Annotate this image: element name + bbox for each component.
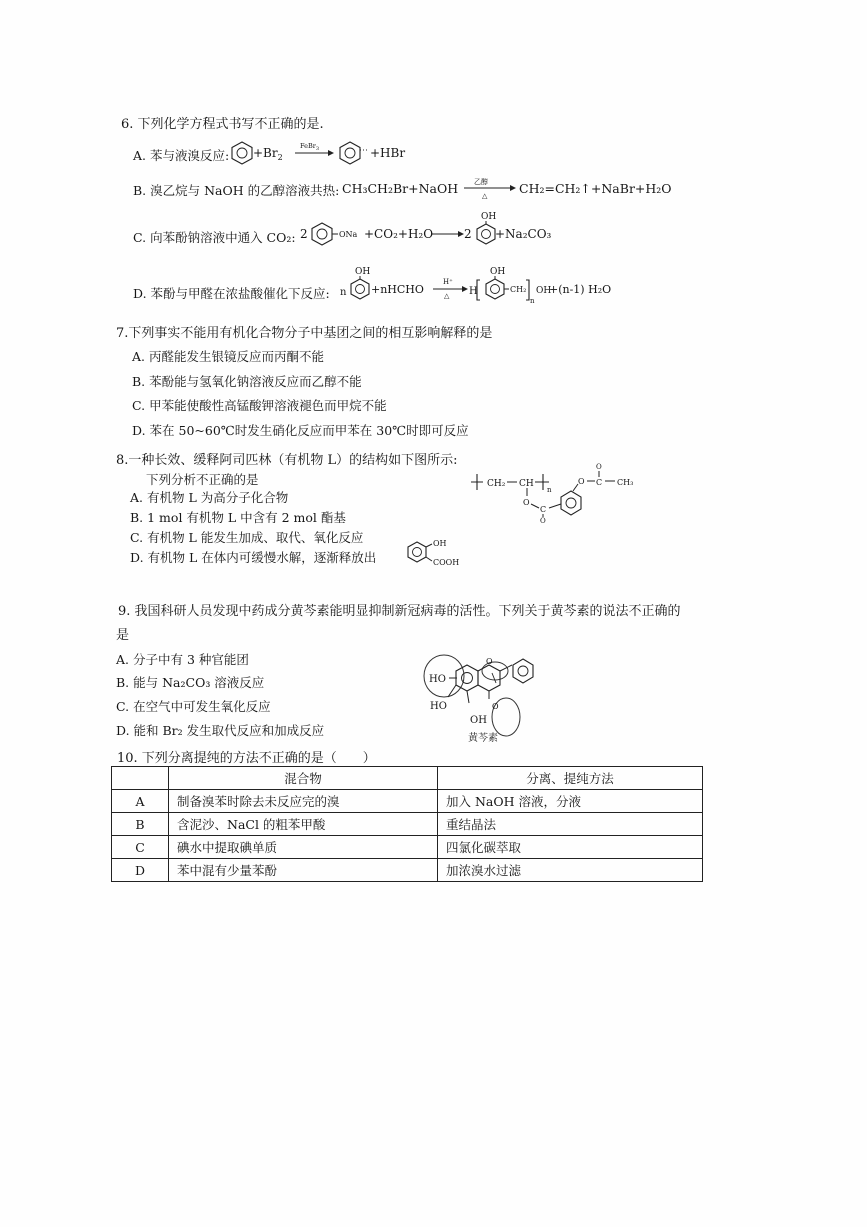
coefficient: 2 — [300, 227, 308, 241]
benzene-ring — [351, 279, 369, 299]
table-row — [112, 859, 703, 882]
o-label: O — [523, 498, 530, 507]
ho-label: HO — [429, 674, 446, 685]
benzene-ring-circle — [345, 148, 355, 158]
q6-option-c-label: C. 向苯酚钠溶液中通入 CO₂: — [133, 230, 296, 245]
bond — [531, 504, 539, 508]
mixture-cell: 制备溴苯时除去未反应完的溴 — [169, 790, 438, 813]
q6d-cond-top: H⁺ — [443, 278, 453, 286]
q8-option-a: A. 有机物 L 为高分子化合物 — [130, 490, 289, 505]
header-cell — [112, 767, 169, 790]
q6a-product: +HBr — [370, 146, 406, 160]
benzene-ring — [408, 542, 426, 562]
method-cell: 加入 NaOH 溶液，分液 — [438, 790, 703, 813]
q9-option-c: C. 在空气中可发生氧化反应 — [116, 699, 271, 714]
table-row — [112, 790, 703, 813]
header-cell: 混合物 — [169, 767, 438, 790]
ch2-label: CH₂ — [510, 285, 527, 294]
arrow-head — [328, 150, 334, 156]
option-cell: D — [112, 859, 169, 882]
q9-option-a: A. 分子中有 3 种官能团 — [116, 652, 249, 667]
c-ring — [478, 665, 500, 691]
option-cell: C — [112, 836, 169, 859]
q10-table — [111, 766, 703, 882]
benzene-ring — [340, 142, 360, 164]
option-cell: A — [112, 790, 169, 813]
q6d-reagent: +nHCHO — [371, 283, 424, 296]
benzene-ring-circle — [237, 148, 247, 158]
q6-option-a-label: A. 苯与液溴反应: — [133, 148, 230, 163]
bond — [426, 544, 432, 547]
baicalein-caption: 黄芩素 — [468, 733, 498, 744]
q6b-reactants: CH₃CH₂Br+NaOH — [342, 181, 459, 196]
o-label: O — [596, 463, 602, 471]
oh-label: OH — [490, 267, 506, 277]
c-label: C — [596, 478, 603, 487]
n-label: n — [340, 287, 347, 298]
q6b-products: CH₂=CH₂↑+NaBr+H₂O — [519, 181, 672, 196]
q9-option-d: D. 能和 Br₂ 发生取代反应和加成反应 — [116, 723, 325, 738]
q7-option-a: A. 丙醛能发生银镜反应而丙酮不能 — [132, 349, 324, 364]
benzene-ring — [312, 223, 332, 245]
q6d-products: +(n-1) H₂O — [549, 283, 612, 296]
mixture-cell: 含泥沙、NaCl 的粗苯甲酸 — [169, 813, 438, 836]
oh-label: OH — [433, 539, 447, 548]
benzene-ring-circle — [317, 229, 327, 239]
q10-stem: 10. 下列分离提纯的方法不正确的是（ ） — [117, 751, 376, 766]
polymer-l-structure — [463, 460, 673, 524]
ona-group: ONa — [339, 230, 358, 239]
q6-option-d-label: D. 苯酚与甲醛在浓盐酸催化下反应: — [133, 286, 330, 301]
right-bracket — [526, 280, 529, 300]
q6a-catalyst: FeBr$_3$ — [300, 142, 320, 152]
salicylic-acid-structure — [403, 536, 473, 572]
a-ring — [456, 665, 478, 691]
o-label: O — [540, 517, 546, 524]
baicalein-structure — [412, 647, 562, 747]
a-ring-circle — [462, 673, 473, 684]
ch2-label: CH₂ — [487, 479, 506, 489]
table-row — [112, 813, 703, 836]
arrow-head — [462, 286, 468, 292]
q9-stem-line2: 是 — [116, 628, 130, 643]
q9-option-b: B. 能与 Na₂CO₃ 溶液反应 — [116, 675, 265, 690]
q6a-reagent: $+Br_2$ — [253, 146, 283, 162]
bond — [467, 691, 469, 703]
header-cell: 分离、提纯方法 — [438, 767, 703, 790]
q6c-reagents: +CO₂+H₂O — [364, 227, 434, 241]
left-bracket — [477, 280, 480, 300]
q6-stem: 6. 下列化学方程式书写不正确的是. — [121, 117, 324, 132]
ho-label: HO — [430, 701, 447, 712]
oh-label: OH — [481, 212, 497, 222]
method-cell: 重结晶法 — [438, 813, 703, 836]
benzene-ring — [232, 142, 252, 164]
n-subscript: n — [530, 297, 535, 305]
benzene-ring — [477, 224, 495, 244]
carbonyl-o-label: O — [492, 702, 499, 711]
q6b-arrow — [460, 176, 520, 200]
q8-stem: 8.一种长效、缓释阿司匹林（有机物 L）的结构如下图所示: — [116, 453, 458, 468]
coefficient: 2 — [464, 227, 472, 241]
benzene-ring-circle — [482, 230, 491, 239]
bond — [426, 557, 432, 561]
q6d-cond-bottom: △ — [444, 292, 450, 300]
q7-stem: 7.下列事实不能用有机化合物分子中基团之间的相互影响解释的是 — [116, 326, 493, 341]
option-cell: B — [112, 813, 169, 836]
q8-option-d: D. 有机物 L 在体内可缓慢水解，逐渐释放出 — [130, 550, 377, 565]
ch3-label: CH₃ — [617, 478, 634, 487]
benzene-ring-circle — [356, 285, 365, 294]
benzene-ring-circle — [566, 498, 576, 508]
oh-label: OH — [470, 715, 487, 726]
q6-option-b-label: B. 溴乙烷与 NaOH 的乙醇溶液共热: — [133, 183, 340, 198]
phenyl-ring-circle — [518, 666, 528, 676]
ch-label: CH — [519, 479, 534, 489]
q7-option-d: D. 苯在 50~60℃时发生硝化反应而甲苯在 30℃时即可反应 — [132, 423, 469, 438]
oh-label: OH — [355, 267, 371, 277]
method-cell: 四氯化碳萃取 — [438, 836, 703, 859]
q7-option-b: B. 苯酚能与氢氧化钠溶液反应而乙醇不能 — [132, 374, 362, 389]
ring-o-label: O — [486, 657, 493, 666]
c-label: C — [540, 505, 547, 514]
q8-sub-stem: 下列分析不正确的是 — [146, 472, 259, 487]
mixture-cell: 碘水中提取碘单质 — [169, 836, 438, 859]
q8-option-b: B. 1 mol 有机物 L 中含有 2 mol 酯基 — [130, 510, 346, 525]
q6c-products: +Na₂CO₃ — [495, 227, 552, 241]
q6-option-a-equation — [230, 138, 430, 168]
q8-option-c: C. 有机物 L 能发生加成、取代、氧化反应 — [130, 530, 364, 545]
benzene-ring-circle — [491, 285, 500, 294]
benzene-ring-circle — [413, 548, 422, 557]
q7-option-c: C. 甲苯能使酸性高锰酸钾溶液褪色而甲烷不能 — [132, 398, 387, 413]
q6b-cond-bottom: △ — [482, 192, 488, 200]
h-label: H — [469, 286, 478, 297]
q6b-cond-top: 乙醇 — [474, 178, 488, 186]
q6-option-d-equation — [338, 264, 628, 306]
benzene-ring — [486, 279, 504, 299]
table-header-row — [112, 767, 703, 790]
double-bond — [492, 673, 496, 683]
q9-stem-line1: 9. 我国科研人员发现中药成分黄芩素能明显抑制新冠病毒的活性。下列关于黄芩素的说法不正确的 — [118, 604, 681, 619]
method-cell: 加浓溴水过滤 — [438, 859, 703, 882]
arrow-head — [510, 185, 516, 191]
n-subscript: n — [547, 486, 552, 494]
phenyl-ring — [513, 659, 533, 683]
table-row — [112, 836, 703, 859]
oh-end-group: OH — [536, 286, 552, 296]
cooh-label: COOH — [433, 558, 460, 567]
o-label: O — [578, 477, 585, 486]
mixture-cell: 苯中混有少量苯酚 — [169, 859, 438, 882]
q6-option-c-equation — [298, 210, 558, 252]
bond — [549, 504, 561, 508]
benzene-ring — [561, 491, 581, 515]
